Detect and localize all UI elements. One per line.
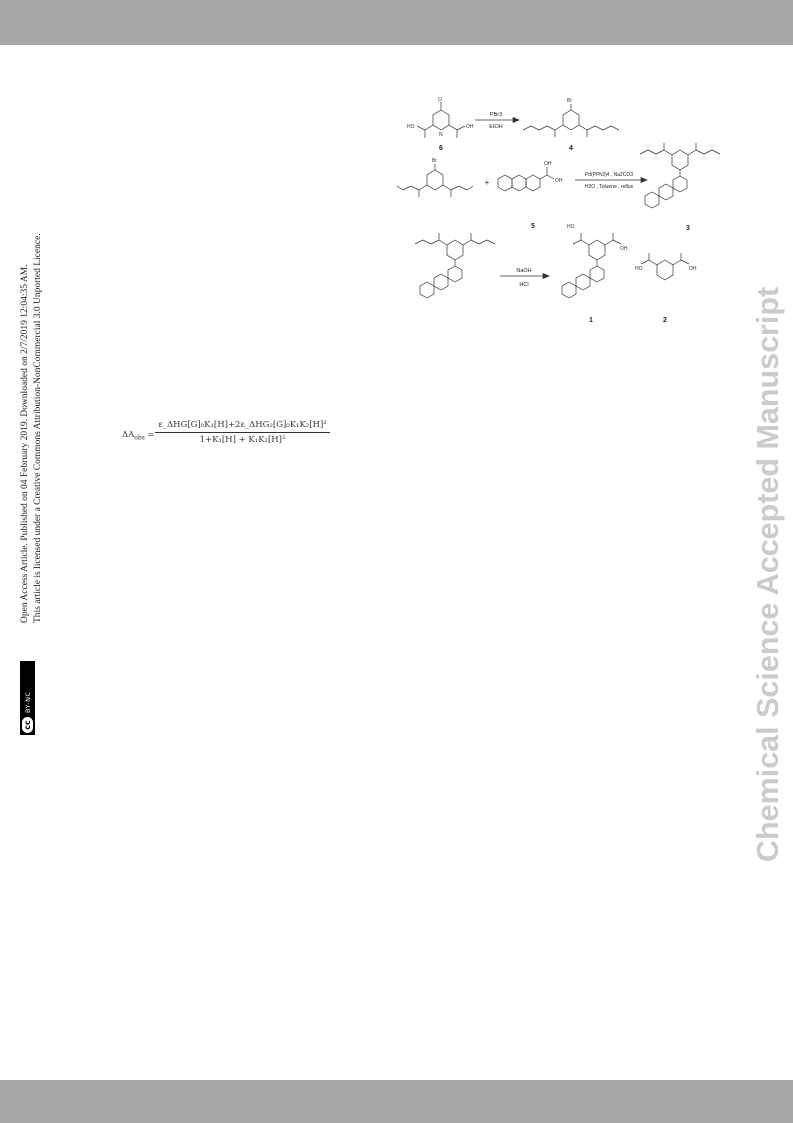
atom-label: OH (466, 124, 474, 130)
publication-notice: Open Access Article. Published on 04 February 2019. Downloaded on 2/7/2019 12:04:35 AM. (20, 264, 30, 623)
atom-label: Br (567, 98, 572, 104)
compound-label-5: 5 (531, 223, 535, 230)
reagent-pd-catalyst: Pd(PPh3)4 , Na2CO3 (584, 172, 634, 178)
compound-5-structure (498, 167, 554, 191)
atom-label: Br (432, 158, 437, 164)
by-nc-label: BY-NC (23, 691, 32, 713)
reagent-solvent: H2O , Toluene , reflux (584, 184, 634, 190)
atom-label: OH (544, 161, 552, 167)
reagent-hcl: HCl (519, 282, 529, 288)
accepted-manuscript-watermark: Chemical Science Accepted Manuscript (751, 286, 785, 862)
top-header-band (0, 0, 793, 45)
compound-label-4: 4 (569, 145, 573, 152)
compound-4-structure (523, 104, 619, 137)
atom-label: O (438, 97, 442, 103)
license-notice[interactable]: This article is licensed under a Creative Commons Attribution-NonCommercial 3.0 Unported Licence. (33, 233, 43, 623)
binding-equation (122, 420, 332, 454)
compound-label-3: 3 (686, 225, 690, 232)
compound-label-1: 1 (589, 317, 593, 324)
compound-4-reactant-structure (397, 164, 473, 197)
reagent-naoh: NaOH (516, 268, 532, 274)
atom-label: HO (407, 124, 415, 130)
bottom-footer-band (0, 1080, 793, 1123)
plus-sign: + (484, 178, 490, 187)
equation-numerator: ε_ΔHG[G]₀K₁[H]+2ε_ΔHG₂[G]₀K₁K₂[H]² (155, 420, 330, 433)
synthesis-scheme (395, 90, 740, 335)
atom-label: OH (689, 266, 697, 272)
compound-3-reactant-structure (415, 233, 495, 298)
atom-label: OH (620, 246, 628, 252)
reagent-etoh: EtOH (489, 124, 503, 130)
atom-label: HO (635, 266, 643, 272)
compound-label-6: 6 (439, 145, 443, 152)
reagent-pbr3: PBr3 (489, 112, 503, 118)
atom-label: OH (555, 178, 563, 184)
compound-2-structure (641, 253, 689, 280)
open-access-notice (20, 175, 50, 735)
cc-by-nc-badge[interactable] (20, 661, 35, 735)
equation-fraction (155, 420, 330, 445)
atom-label: HO (567, 224, 575, 230)
compound-label-2: 2 (663, 317, 667, 324)
compound-3-structure (640, 143, 720, 208)
compound-1-structure (562, 233, 621, 298)
atom-label: N (439, 132, 443, 138)
cc-icon: cc (22, 717, 33, 733)
equation-denominator: 1+K₁[H] + K₁K₂[H]² (199, 435, 286, 445)
equation-lhs: $\Delta A_{obs}$ = (122, 430, 155, 442)
